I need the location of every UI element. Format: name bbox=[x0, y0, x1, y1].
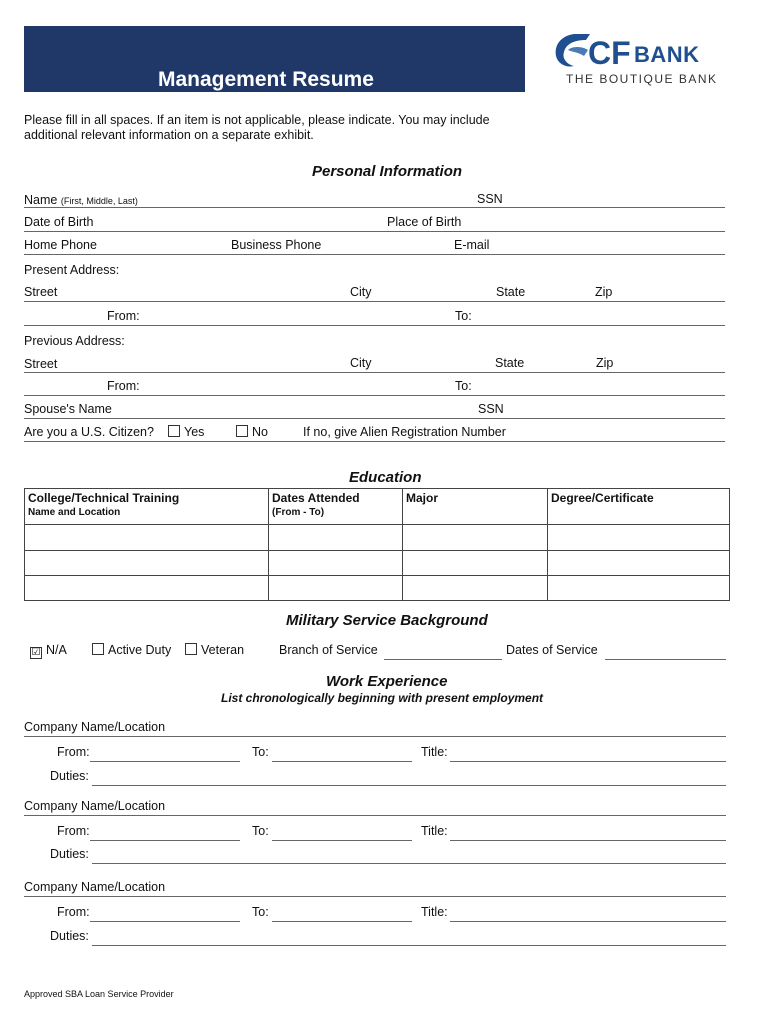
company-label: Company Name/Location bbox=[24, 720, 166, 734]
work-title-line[interactable] bbox=[450, 761, 726, 762]
work-to-label: To: bbox=[252, 905, 269, 919]
svg-text:CF: CF bbox=[588, 35, 631, 71]
education-header-row bbox=[25, 489, 730, 525]
present-from-label: From: bbox=[107, 309, 140, 323]
business-phone-label: Business Phone bbox=[231, 238, 322, 252]
citizen-yes-checkbox[interactable]: Yes bbox=[168, 425, 204, 439]
veteran-checkbox-icon[interactable] bbox=[185, 643, 197, 655]
previous-street-line[interactable] bbox=[24, 372, 725, 373]
work-title-label: Title: bbox=[421, 905, 448, 919]
edu-cell[interactable] bbox=[548, 576, 730, 601]
education-heading: Education bbox=[349, 469, 422, 486]
previous-to-label: To: bbox=[455, 379, 472, 393]
work-to-line[interactable] bbox=[272, 921, 412, 922]
name-field[interactable]: Name (First, Middle, Last) bbox=[24, 193, 138, 207]
military-active-checkbox[interactable]: Active Duty bbox=[92, 643, 171, 657]
work-from-label: From: bbox=[57, 824, 90, 838]
personal-info-heading: Personal Information bbox=[312, 163, 463, 180]
work-from-label: From: bbox=[57, 905, 90, 919]
footer-text: Approved SBA Loan Service Provider bbox=[24, 989, 174, 999]
work-title-line[interactable] bbox=[450, 840, 726, 841]
military-na-checkbox[interactable]: ☑ N/A bbox=[31, 643, 67, 658]
page-title: Management Resume bbox=[158, 68, 374, 91]
edu-cell[interactable] bbox=[269, 576, 403, 601]
yes-checkbox-icon[interactable] bbox=[168, 425, 180, 437]
active-checkbox-icon[interactable] bbox=[92, 643, 104, 655]
company-line[interactable] bbox=[24, 815, 726, 816]
work-duties-line[interactable] bbox=[92, 785, 726, 786]
previous-from-label: From: bbox=[107, 379, 140, 393]
no-checkbox-icon[interactable] bbox=[236, 425, 248, 437]
military-veteran-checkbox[interactable]: Veteran bbox=[185, 643, 244, 657]
present-zip-label: Zip bbox=[595, 285, 613, 299]
edu-cell[interactable] bbox=[548, 525, 730, 551]
dob-label: Date of Birth bbox=[24, 215, 94, 229]
work-from-line[interactable] bbox=[90, 840, 240, 841]
work-to-line[interactable] bbox=[272, 840, 412, 841]
intro-text bbox=[24, 113, 524, 143]
edu-cell[interactable] bbox=[403, 525, 548, 551]
citizen-line[interactable] bbox=[24, 441, 725, 442]
work-title-line[interactable] bbox=[450, 921, 726, 922]
work-title-label: Title: bbox=[421, 745, 448, 759]
edu-cell[interactable] bbox=[269, 551, 403, 576]
work-duties-label: Duties: bbox=[50, 929, 89, 943]
branch-line[interactable] bbox=[384, 659, 502, 660]
ssn-label: SSN bbox=[477, 192, 503, 206]
edu-col-dates: Dates Attended (From - To) bbox=[269, 489, 403, 525]
phone-line[interactable] bbox=[24, 254, 725, 255]
dates-of-service-line[interactable] bbox=[605, 659, 726, 660]
previous-address-label: Previous Address: bbox=[24, 334, 125, 348]
logo-tagline: THE BOUTIQUE BANK bbox=[566, 72, 718, 86]
present-street-label: Street bbox=[24, 285, 58, 299]
name-line[interactable] bbox=[24, 207, 725, 208]
citizen-no-checkbox[interactable]: No bbox=[236, 425, 268, 439]
edu-cell[interactable] bbox=[269, 525, 403, 551]
education-table bbox=[24, 488, 730, 601]
company-line[interactable] bbox=[24, 736, 726, 737]
edu-cell[interactable] bbox=[25, 525, 269, 551]
work-from-line[interactable] bbox=[90, 761, 240, 762]
work-to-line[interactable] bbox=[272, 761, 412, 762]
dob-line[interactable] bbox=[24, 231, 725, 232]
home-phone-label: Home Phone bbox=[24, 238, 97, 252]
edu-cell[interactable] bbox=[25, 551, 269, 576]
edu-cell[interactable] bbox=[403, 551, 548, 576]
edu-col-school: College/Technical Training Name and Location bbox=[25, 489, 269, 525]
spouse-line[interactable] bbox=[24, 418, 725, 419]
previous-city-label: City bbox=[350, 356, 372, 370]
company-label: Company Name/Location bbox=[24, 799, 166, 813]
table-row bbox=[25, 525, 730, 551]
edu-cell[interactable] bbox=[25, 576, 269, 601]
spouse-label: Spouse's Name bbox=[24, 402, 112, 416]
work-to-label: To: bbox=[252, 745, 269, 759]
present-state-label: State bbox=[496, 285, 526, 299]
work-title-label: Title: bbox=[421, 824, 448, 838]
present-city-label: City bbox=[350, 285, 372, 299]
previous-state-label: State bbox=[495, 356, 525, 370]
present-to-label: To: bbox=[455, 309, 472, 323]
work-heading: Work Experience bbox=[326, 673, 448, 690]
table-row bbox=[25, 551, 730, 576]
alien-registration-label: If no, give Alien Registration Number bbox=[303, 425, 506, 439]
company-line[interactable] bbox=[24, 896, 726, 897]
previous-zip-label: Zip bbox=[596, 356, 614, 370]
intro-line-2: additional relevant information on a separate exhibit. bbox=[24, 128, 314, 142]
work-subheading: List chronologically beginning with present employment bbox=[221, 691, 544, 705]
edu-cell[interactable] bbox=[403, 576, 548, 601]
work-duties-line[interactable] bbox=[92, 945, 726, 946]
email-label: E-mail bbox=[454, 238, 490, 252]
edu-col-degree: Degree/Certificate bbox=[548, 489, 730, 525]
edu-cell[interactable] bbox=[548, 551, 730, 576]
pob-label: Place of Birth bbox=[387, 215, 462, 229]
work-from-label: From: bbox=[57, 745, 90, 759]
table-row bbox=[25, 576, 730, 601]
citizen-question: Are you a U.S. Citizen? bbox=[24, 425, 154, 439]
present-dates-line[interactable] bbox=[24, 325, 725, 326]
dates-of-service-label: Dates of Service bbox=[506, 643, 598, 657]
branch-label: Branch of Service bbox=[279, 643, 378, 657]
work-to-label: To: bbox=[252, 824, 269, 838]
edu-col-major: Major bbox=[403, 489, 548, 525]
military-heading: Military Service Background bbox=[286, 612, 488, 629]
cfbank-logo bbox=[552, 28, 722, 90]
na-checkbox-checked-icon[interactable]: ☑ bbox=[31, 647, 41, 658]
previous-street-label: Street bbox=[24, 357, 58, 371]
present-address-label: Present Address: bbox=[24, 263, 120, 277]
work-duties-label: Duties: bbox=[50, 769, 89, 783]
intro-line-1: Please fill in all spaces. If an item is not applicable, please indicate. You may include bbox=[24, 113, 490, 127]
company-label: Company Name/Location bbox=[24, 880, 166, 894]
logo-brand-suffix: BANK bbox=[634, 42, 700, 67]
spouse-ssn-label: SSN bbox=[478, 402, 504, 416]
previous-dates-line[interactable] bbox=[24, 395, 725, 396]
work-duties-label: Duties: bbox=[50, 847, 89, 861]
present-street-line[interactable] bbox=[24, 301, 725, 302]
work-duties-line[interactable] bbox=[92, 863, 726, 864]
work-from-line[interactable] bbox=[90, 921, 240, 922]
